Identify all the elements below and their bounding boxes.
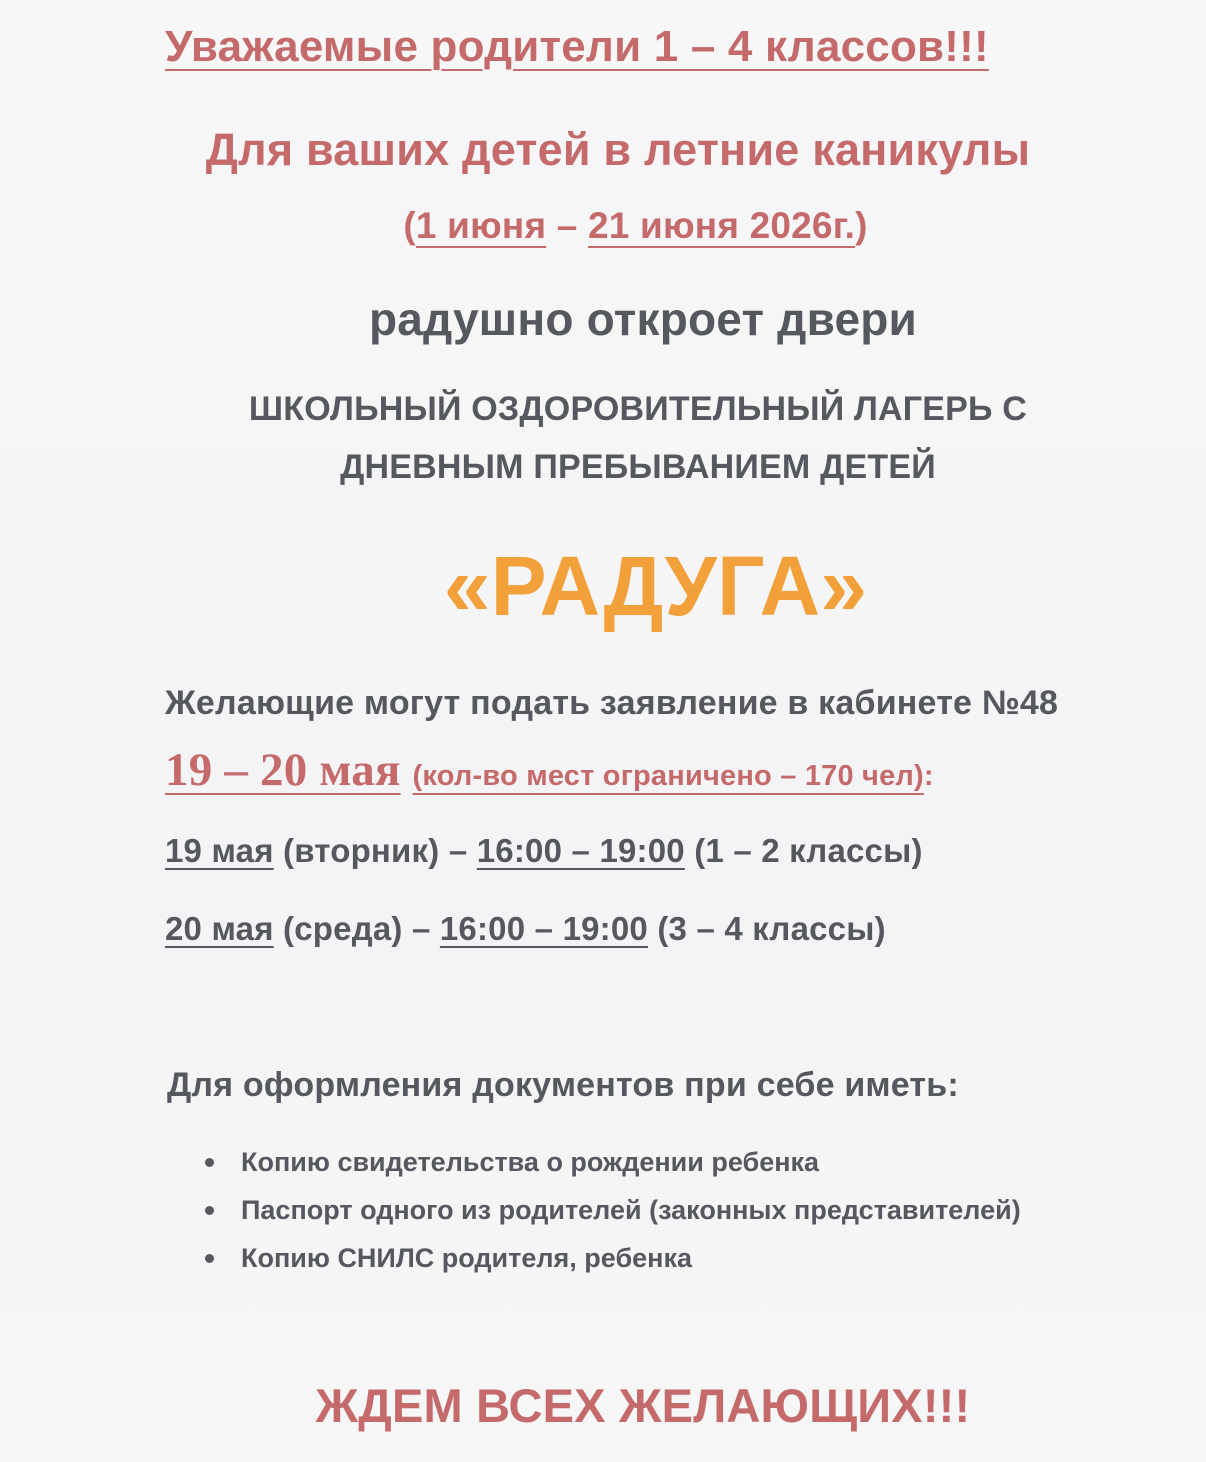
seats-colon: :: [923, 760, 934, 792]
period-dash: –: [546, 205, 588, 246]
camp-name-title: «РАДУГА»: [443, 539, 868, 633]
documents-title: Для оформления документов при себе иметь:: [167, 1066, 959, 1104]
documents-list: [205, 1140, 1021, 1284]
application-intro: Желающие могут подать заявление в кабинете №48: [165, 684, 1059, 722]
document-item-text: Паспорт одного из родителей (законных представителей): [241, 1195, 1021, 1225]
camp-type-line-1: ШКОЛЬНЫЙ ОЗДОРОВИТЕЛЬНЫЙ ЛАГЕРЬ С: [248, 390, 1028, 428]
camp-type-line-2: ДНЕВНЫМ ПРЕБЫВАНИЕМ ДЕТЕЙ: [340, 448, 936, 486]
slot-day: (вторник) –: [273, 832, 477, 869]
greeting-heading: Уважаемые родители 1 – 4 классов!!!: [165, 22, 989, 71]
schedule-slot: [165, 910, 886, 948]
open-doors-line: радушно откроет двери: [368, 293, 918, 345]
closing-call: ЖДЕМ ВСЕХ ЖЕЛАЮЩИХ!!!: [315, 1379, 971, 1432]
summer-holidays-line: Для ваших детей в летние каникулы: [205, 124, 1031, 175]
bullet-icon: [205, 1206, 214, 1215]
bullet-icon: [205, 1254, 214, 1263]
bullet-icon: [205, 1158, 214, 1167]
period-close-paren: ): [855, 205, 868, 246]
slot-time: 16:00 – 19:00: [476, 832, 685, 869]
slot-date: 19 мая: [165, 832, 274, 869]
list-item: [205, 1140, 1021, 1188]
period-start: 1 июня: [415, 205, 547, 246]
application-dates-line: [165, 743, 934, 797]
slot-time: 16:00 – 19:00: [439, 910, 648, 947]
list-item: [205, 1188, 1021, 1236]
slot-day: (среда) –: [273, 910, 440, 947]
list-item: [205, 1236, 1021, 1284]
slot-grades: (1 – 2 классы): [684, 832, 923, 869]
application-dates: 19 – 20 мая: [165, 744, 401, 796]
schedule-slot: [165, 832, 923, 870]
document-item-text: Копию СНИЛС родителя, ребенка: [241, 1243, 692, 1273]
seats-limit-note: [413, 760, 934, 792]
period-end: 21 июня 2026г.: [588, 205, 856, 246]
camp-period: [0, 205, 1206, 247]
slot-grades: (3 – 4 классы): [647, 910, 886, 947]
period-open-paren: (: [403, 205, 416, 246]
slot-date: 20 мая: [165, 910, 274, 947]
document-item-text: Копию свидетельства о рождении ребенка: [241, 1147, 820, 1177]
seats-limit-text: (кол-во мест ограничено – 170 чел): [412, 760, 924, 792]
